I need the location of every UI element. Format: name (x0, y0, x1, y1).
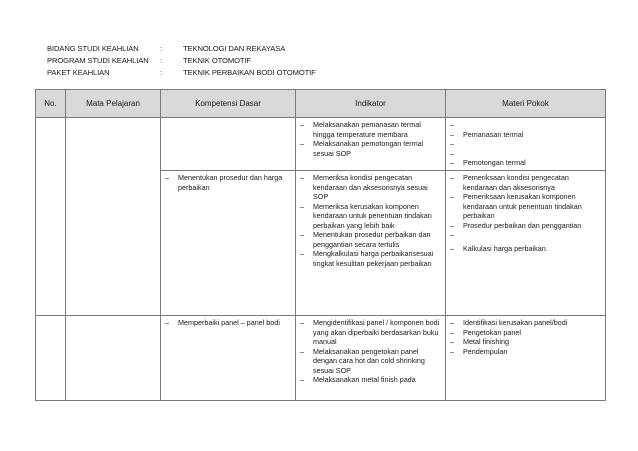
header-value: TEKNIK OTOMOTIF (183, 56, 251, 65)
column-header-kompetensi-dasar: Kompetensi Dasar (161, 90, 296, 118)
list-item: – Melaksanakan pengetokan panel dengan cara hot dan cold shrinking sesuai SOP (300, 347, 441, 376)
header-row-bidang (47, 43, 316, 55)
materi-list (450, 173, 601, 253)
header-colon: : (160, 44, 163, 53)
cell-mata-pelajaran (66, 316, 161, 401)
list-item: – Pemeriksaan kondisi pengecatan kendaraan dan aksesorisnya (450, 173, 601, 192)
indikator-list (300, 173, 441, 268)
list-item (450, 149, 601, 159)
cell-materi-pokok (446, 316, 606, 401)
table-row (36, 316, 606, 401)
list-item: – Memperbaiki panel – panel bodi (165, 318, 291, 328)
cell-materi-pokok (446, 171, 606, 316)
cell-mata-pelajaran (66, 118, 161, 316)
column-header-materi-pokok: Materi Pokok (446, 90, 606, 118)
list-item (450, 230, 601, 240)
header-row-paket (47, 67, 316, 79)
column-header-mata-pelajaran: Mata Pelajaran (66, 90, 161, 118)
list-item: – Menentukan prosedur perbaikan dan penggantian secara tertulis (300, 230, 441, 249)
column-header-no: No. (36, 90, 66, 118)
cell-kompetensi-dasar (161, 171, 296, 316)
list-item: – Pemotongan termal (450, 158, 601, 168)
list-item (450, 139, 601, 149)
list-item: – Pemanasan termal (450, 130, 601, 140)
list-item: – Pemeriksaan kerusakan komponen kendaraan untuk penentuan tindakan perbaikan (450, 192, 601, 221)
cell-no (36, 118, 66, 316)
column-header-indikator: Indikator (296, 90, 446, 118)
header-value: TEKNOLOGI DAN REKAYASA (183, 44, 286, 53)
cell-no (36, 316, 66, 401)
kd-list (165, 173, 291, 192)
header-label: PAKET KEAHLIAN (47, 68, 110, 77)
list-item: – Melaksanakan pemotongan termal sesuai SOP (300, 139, 441, 158)
list-item (450, 120, 601, 130)
header-row-program (47, 55, 316, 67)
kd-list (165, 318, 291, 328)
cell-indikator (296, 316, 446, 401)
header-colon: : (160, 68, 163, 77)
curriculum-table (35, 89, 606, 401)
cell-materi-pokok (446, 118, 606, 171)
list-item: – Identifikasi kerusakan panel/bodi (450, 318, 601, 328)
indikator-list (300, 318, 441, 385)
indikator-list (300, 120, 441, 158)
cell-kompetensi-dasar (161, 118, 296, 171)
header-colon: : (160, 56, 163, 65)
list-item: – Melaksanakan metal finish pada (300, 375, 441, 385)
list-item: – Melaksanakan pemanasan termal hingga temperature membara (300, 120, 441, 139)
list-item: – Prosedur perbaikan dan penggantian (450, 221, 601, 231)
table-row (36, 118, 606, 171)
cell-indikator (296, 171, 446, 316)
table-header-row (36, 90, 606, 118)
document-header (47, 43, 316, 79)
list-item: – Mengkalkulasi harga perbaikansesuai tingkat kesulitan pekerjaan perbaikan (300, 249, 441, 268)
cell-kompetensi-dasar (161, 316, 296, 401)
list-item: – Pendempulan (450, 347, 601, 357)
header-label: BIDANG STUDI KEAHLIAN (47, 44, 139, 53)
list-item: – Mengidentifikasi panel / komponen bodi yang akan diperbaiki berdasarkan buku manual (300, 318, 441, 347)
materi-list (450, 120, 601, 168)
list-item: – Metal finishing (450, 337, 601, 347)
list-item: – Kalkulasi harga perbaikan. (450, 244, 601, 254)
header-value: TEKNIK PERBAIKAN BODI OTOMOTIF (183, 68, 316, 77)
list-item: – Pengetokan panel (450, 328, 601, 338)
cell-indikator (296, 118, 446, 171)
header-label: PROGRAM STUDI KEAHLIAN (47, 56, 149, 65)
list-item: – Memeriksa kerusakan komponen kendaraan untuk penentuan tindakan perbaikan yang lebih baik (300, 202, 441, 231)
list-item: – Menentukan prosedur dan harga perbaikan (165, 173, 291, 192)
materi-list (450, 318, 601, 356)
list-item: – Memeriksa kondisi pengecatan kendaraan dan aksesorisnya sesuai SOP (300, 173, 441, 202)
